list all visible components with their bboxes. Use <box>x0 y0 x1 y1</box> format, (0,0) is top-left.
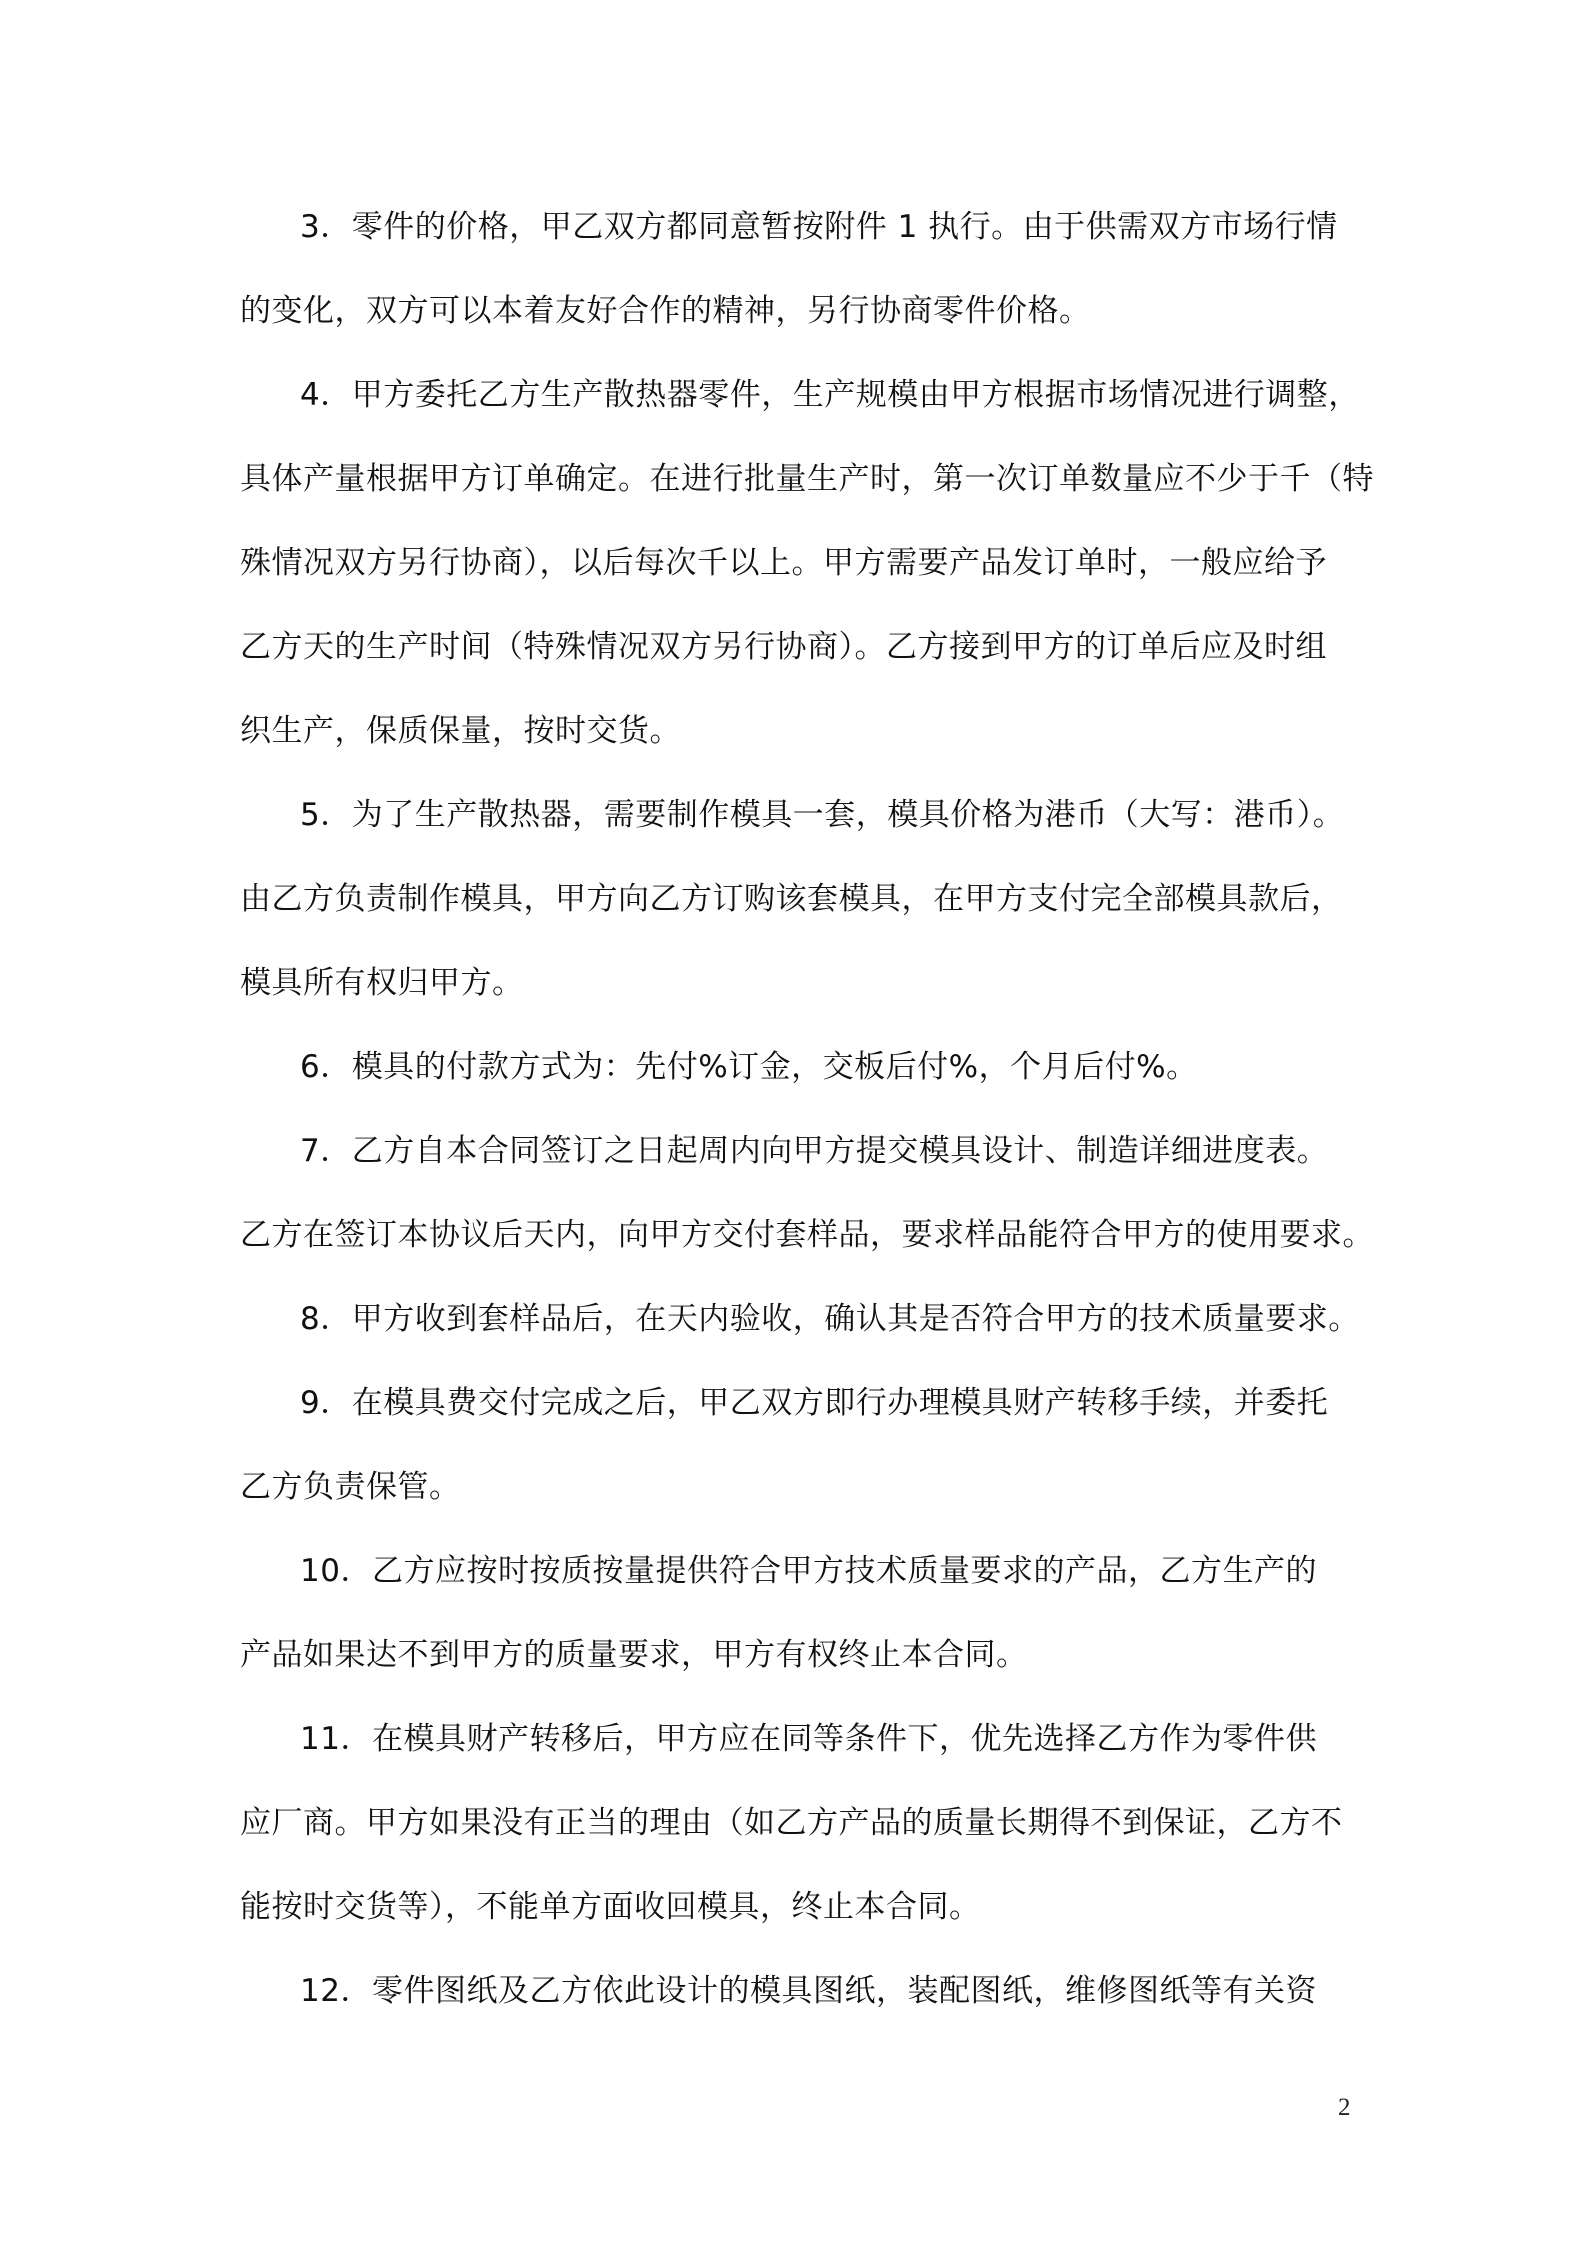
clause-7-line-1: 7．乙方自本合同签订之日起周内向甲方提交模具设计、制造详细进度表。 <box>300 1133 1329 1169</box>
clause-11-line-2: 应厂商。甲方如果没有正当的理由（如乙方产品的质量长期得不到保证，乙方不 <box>240 1805 1343 1841</box>
clause-3-line-1: 3．零件的价格，甲乙双方都同意暂按附件 1 执行。由于供需双方市场行情 <box>300 209 1338 245</box>
clause-8-line-1: 8．甲方收到套样品后，在天内验收，确认其是否符合甲方的技术质量要求。 <box>300 1301 1360 1337</box>
clause-5-line-2: 由乙方负责制作模具，甲方向乙方订购该套模具，在甲方支付完全部模具款后， <box>240 881 1343 917</box>
clause-11-line-3: 能按时交货等），不能单方面收回模具，终止本合同。 <box>240 1889 981 1925</box>
clause-5-line-3: 模具所有权归甲方。 <box>240 965 524 1001</box>
clause-9-line-1: 9．在模具费交付完成之后，甲乙双方即行办理模具财产转移手续，并委托 <box>300 1385 1329 1421</box>
clause-10-line-1: 10．乙方应按时按质按量提供符合甲方技术质量要求的产品，乙方生产的 <box>300 1553 1317 1589</box>
clause-4-line-3: 殊情况双方另行协商），以后每次千以上。甲方需要产品发订单时，一般应给予 <box>240 545 1327 581</box>
clause-4-line-5: 织生产，保质保量，按时交货。 <box>240 713 681 749</box>
clause-4-line-1: 4．甲方委托乙方生产散热器零件，生产规模由甲方根据市场情况进行调整， <box>300 377 1360 413</box>
clause-12-line-1: 12．零件图纸及乙方依此设计的模具图纸，装配图纸，维修图纸等有关资 <box>300 1973 1317 2009</box>
clause-6-line-1: 6．模具的付款方式为：先付%订金，交板后付%，个月后付%。 <box>300 1049 1198 1085</box>
clause-4-line-2: 具体产量根据甲方订单确定。在进行批量生产时，第一次订单数量应不少于千（特 <box>240 461 1374 497</box>
clause-9-line-2: 乙方负责保管。 <box>240 1469 461 1505</box>
clause-3-line-2: 的变化，双方可以本着友好合作的精神，另行协商零件价格。 <box>240 293 1091 329</box>
clause-4-line-4: 乙方天的生产时间（特殊情况双方另行协商）。乙方接到甲方的订单后应及时组 <box>240 629 1327 665</box>
clause-7-line-2: 乙方在签订本协议后天内，向甲方交付套样品，要求样品能符合甲方的使用要求。 <box>240 1217 1374 1253</box>
clause-5-line-1: 5．为了生产散热器，需要制作模具一套，模具价格为港币（大写：港币）。 <box>300 797 1345 833</box>
page-number: 2 <box>1338 2094 1351 2121</box>
clause-10-line-2: 产品如果达不到甲方的质量要求，甲方有权终止本合同。 <box>240 1637 1028 1673</box>
clause-11-line-1: 11．在模具财产转移后，甲方应在同等条件下，优先选择乙方作为零件供 <box>300 1721 1317 1757</box>
